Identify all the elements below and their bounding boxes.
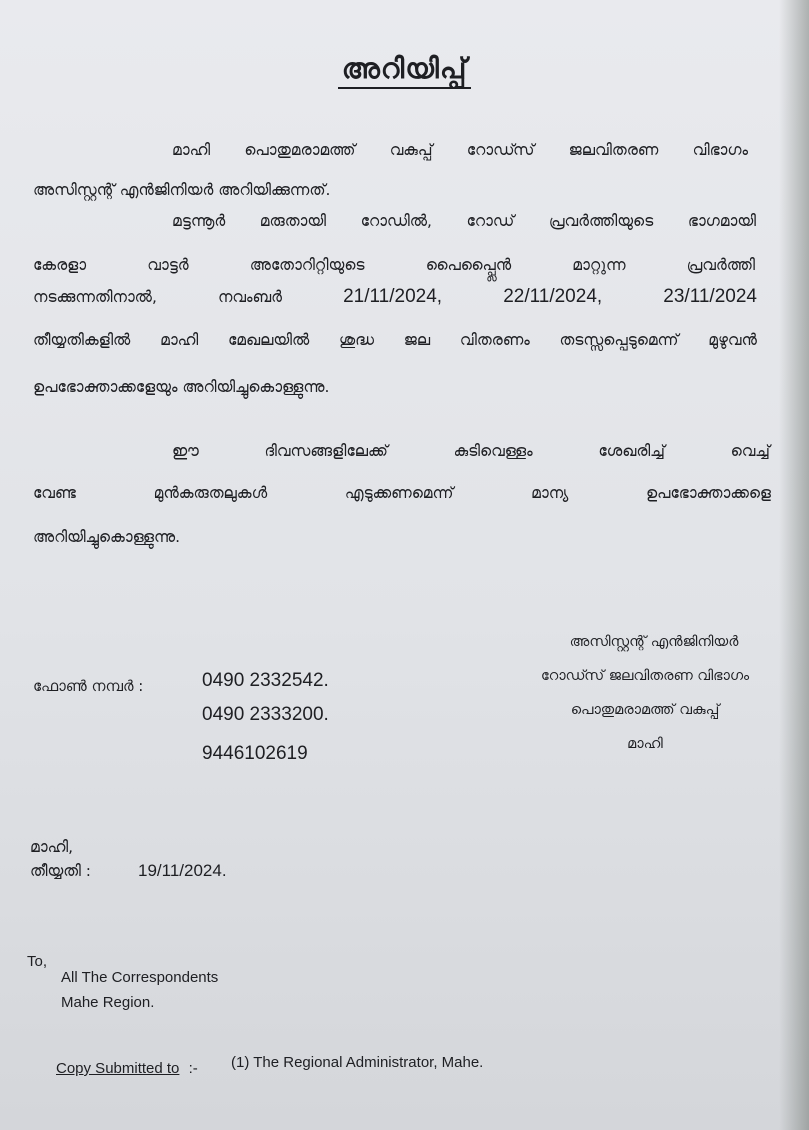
- copy-item-1: (1) The Regional Administrator, Mahe.: [231, 1054, 484, 1071]
- phone-number-2: 0490 2333200.: [202, 704, 329, 725]
- para2-line4: തീയ്യതികളിൽ മാഹി മേഖലയിൽ ശുദ്ധ ജല വിതരണം തടസ്സപ്പെടുമെന്ന് മുഴുവൻ: [33, 331, 757, 349]
- para3-line1: ഈ ദിവസങ്ങളിലേക്ക് കുടിവെള്ളം ശേഖരിച്ച് വെച്ച്: [172, 442, 770, 460]
- para2-line1: മട്ടന്നൂർ മരുതായി റോഡിൽ, റോഡ് പ്രവർത്തിയുടെ ഭാഗമായി: [172, 212, 756, 230]
- para3-line3: അറിയിച്ചുകൊള്ളുന്നു.: [33, 528, 181, 546]
- copy-submitted: [56, 1060, 198, 1077]
- to-label: To,: [27, 953, 48, 970]
- phone-number-1: 0490 2332542.: [202, 670, 329, 691]
- to-line-1: All The Correspondents: [61, 969, 219, 986]
- date-3: 23/11/2024: [663, 286, 757, 307]
- para2-line2: കേരളാ വാട്ടർ അതോറിറ്റിയുടെ പൈപ്പ്ലൈൻ മാറ്റുന്ന പ്രവർത്തി: [33, 256, 755, 274]
- para1-line1: മാഹി പൊതുമരാമത്ത് വകുപ്പ് റോഡ്സ് ജലവിതരണ വിഭാഗം: [172, 141, 748, 159]
- signature-section: റോഡ്സ് ജലവിതരണ വിഭാഗം: [540, 668, 750, 684]
- signature-place: മാഹി: [627, 736, 663, 752]
- copy-label: Copy Submitted to: [56, 1060, 180, 1077]
- date-2: 22/11/2024,: [503, 286, 603, 307]
- phone-number-3: 9446102619: [202, 743, 308, 764]
- signature-block: [500, 625, 790, 761]
- place-text: മാഹി,: [30, 838, 74, 856]
- date-1: 21/11/2024,: [343, 286, 443, 307]
- para2-line3: നടക്കുന്നതിനാൽ, നവംബർ 21/11/2024, 22/11/2024, 23/11/2024: [33, 286, 757, 307]
- phone-label: ഫോൺ നമ്പർ :: [33, 677, 144, 695]
- date-label: തീയ്യതി :: [30, 862, 91, 880]
- paper-edge-shadow: [779, 0, 809, 1130]
- to-line-2: Mahe Region.: [61, 994, 155, 1011]
- para3-line2: വേണ്ട മുൻകരുതലുകൾ എടുക്കണമെന്ന് മാന്യ ഉപഭോക്താക്കളെ: [33, 484, 771, 502]
- notice-title: അറിയിപ്പ്: [0, 52, 809, 86]
- copy-separator: :-: [188, 1060, 198, 1077]
- para1-line2: അസിസ്റ്റന്റ് എൻജിനിയർ അറിയിക്കുന്നത്.: [33, 181, 331, 199]
- para2-line5: ഉപഭോക്താക്കളേയും അറിയിച്ചുകൊള്ളുന്നു.: [33, 378, 330, 396]
- signature-designation: അസിസ്റ്റന്റ് എൻജിനിയർ: [569, 634, 739, 650]
- signature-department: പൊതുമരാമത്ത് വകുപ്പ്: [570, 702, 720, 718]
- date-value: 19/11/2024.: [138, 861, 227, 880]
